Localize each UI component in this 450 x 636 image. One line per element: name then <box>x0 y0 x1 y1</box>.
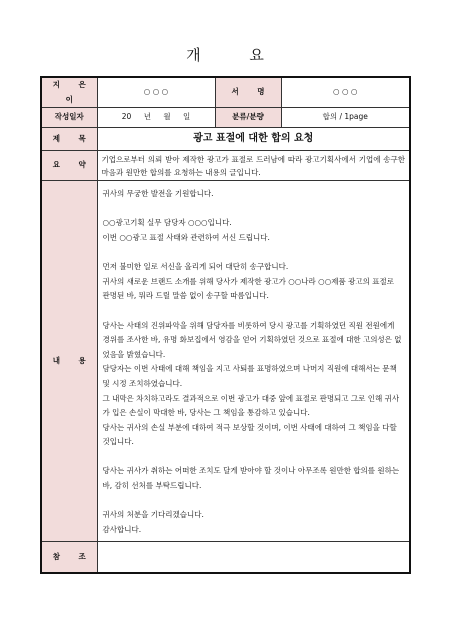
content-line: 이번 ○○광고 표절 사태와 관련하여 서신 드립니다. <box>102 232 270 242</box>
content-line: 담당자는 이번 사태에 대해 책임을 지고 사퇴를 표명하였으며 나머지 직원에 대해서는 문책 및 시정 조치하였습니다. <box>102 364 397 388</box>
signature-value[interactable]: ○ ○ ○ <box>281 77 410 108</box>
content-line: 귀사의 새로운 브랜드 소개를 위해 당사가 제작한 광고가 ○○나라 ○○제품 광고의 표절로 판명된 바, 뭐라 드릴 말씀 없이 송구할 따름입니다. <box>102 276 394 301</box>
content-row <box>41 181 410 542</box>
author-value[interactable]: ○ ○ ○ <box>97 77 215 108</box>
category-label: 분류/분량 <box>215 108 281 128</box>
summary-label: 요 약 <box>41 151 97 181</box>
content-paragraph <box>103 319 404 450</box>
summary-value[interactable]: 기업으로부터 의뢰 받아 제작한 광고가 표절로 드러남에 따라 광고기획사에서 기업에 송구한 마음과 원만한 합의를 요청하는 내용의 글입니다. <box>97 151 410 181</box>
author-label: 지 은 이 <box>41 77 97 108</box>
document-title: 개 요 <box>186 46 286 64</box>
content-line: 먼저 불미한 일로 서신을 올리게 되어 대단히 송구합니다. <box>102 262 289 272</box>
content-body[interactable] <box>97 181 410 542</box>
content-paragraph <box>103 260 404 304</box>
subject-label: 제 목 <box>41 128 97 151</box>
signature-label: 서 명 <box>215 77 281 108</box>
summary-form-table <box>40 76 411 574</box>
date-label: 작성일자 <box>41 108 97 128</box>
content-paragraph <box>103 464 404 493</box>
reference-row <box>41 542 410 573</box>
content-paragraph <box>103 508 404 537</box>
content-paragraph <box>103 187 404 202</box>
category-value[interactable]: 합의 / 1page <box>281 108 410 128</box>
subject-value[interactable]: 광고 표절에 대한 합의 요청 <box>97 128 410 151</box>
content-line: 당사는 사태의 진위파악을 위해 담당자를 비롯하여 당시 광고를 기획하였던 직원 전원에게 경위를 조사한 바, 유명 화보집에서 영감을 얻어 기획하였던 것으로 표절에 대한 고의성은 없었음을 밝혔습니다. <box>102 320 402 359</box>
author-row <box>41 77 410 108</box>
summary-row <box>41 151 410 181</box>
reference-label: 참 조 <box>41 542 97 573</box>
content-line: 당사는 귀사의 손실 부분에 대하여 적극 보상할 것이며, 이번 사태에 대하여 그 책임을 다할 것입니다. <box>102 422 397 447</box>
content-paragraphs <box>103 187 404 537</box>
date-row <box>41 108 410 128</box>
subject-row <box>41 128 410 151</box>
content-paragraph <box>103 216 404 245</box>
content-line: 그 내막은 차치하고라도 결과적으로 이번 광고가 대중 앞에 표절로 판명되고 그로 인해 귀사가 입은 손실이 막대한 바, 당사는 그 책임을 통감하고 있습니다. <box>102 393 400 418</box>
content-label: 내 용 <box>41 181 97 542</box>
content-line: ○○광고기획 실무 담당자 ○○○입니다. <box>102 218 232 228</box>
content-line: 감사합니다. <box>102 524 142 534</box>
content-line: 귀사의 처분을 기다리겠습니다. <box>102 510 204 520</box>
reference-value[interactable] <box>97 542 410 573</box>
content-line: 당사는 귀사가 취하는 어떠한 조치도 달게 받아야 할 것이나 아무조록 원만한 합의를 원하는 바, 감히 선처를 부탁드립니다. <box>102 466 400 491</box>
content-line: 귀사의 무궁한 발전을 기원합니다. <box>102 189 214 199</box>
date-value[interactable]: 20 년 월 일 <box>97 108 215 128</box>
